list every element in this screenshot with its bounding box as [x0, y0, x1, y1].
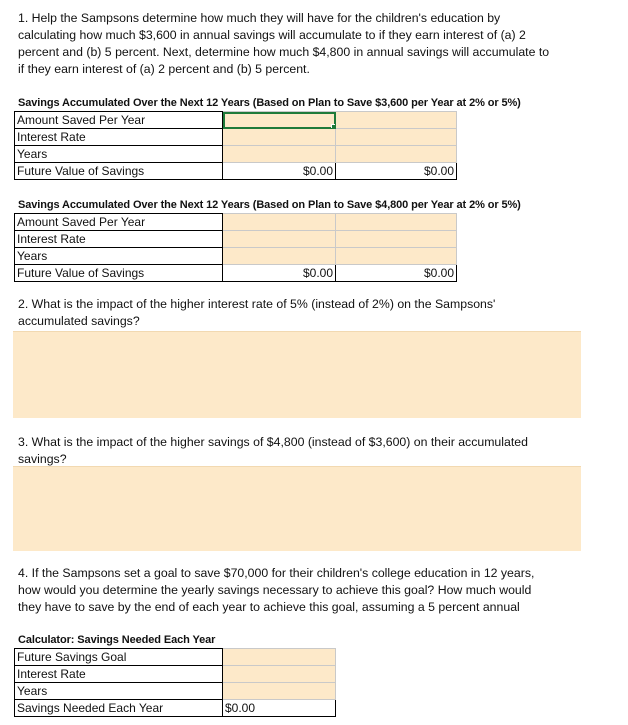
table-row [15, 683, 336, 700]
row-label-rate: Interest Rate [15, 129, 223, 146]
table-row [15, 163, 457, 180]
table-row [15, 666, 336, 683]
years-input-b[interactable] [336, 248, 457, 265]
years-input-b[interactable] [336, 146, 457, 163]
question-4-line: how would you determine the yearly savings necessary to achieve this goal? How much would [18, 583, 532, 597]
answer-box-q3[interactable] [13, 466, 581, 551]
rate-input-b[interactable] [336, 231, 457, 248]
row-label-goal: Future Savings Goal [15, 649, 223, 666]
question-2-line: 2. What is the impact of the higher interest rate of 5% (instead of 2%) on the Sampsons' [18, 297, 496, 311]
rate-input-a[interactable] [223, 231, 336, 248]
question-3-line: 3. What is the impact of the higher savings of $4,800 (instead of $3,600) on their accumulated [18, 435, 528, 449]
savings-table-4800 [14, 213, 457, 282]
question-4-line: they have to save by the end of each year to achieve this goal, assuming a 5 percent annual [18, 600, 520, 614]
row-label-rate: Interest Rate [15, 666, 223, 683]
rate-input-b[interactable] [336, 129, 457, 146]
savings-table-3600 [14, 111, 457, 180]
table-row [15, 248, 457, 265]
question-1-line: calculating how much $3,600 in annual savings will accumulate to if they earn interest of (a) 2 [18, 28, 526, 42]
question-2-line: accumulated savings? [18, 314, 140, 328]
table-row [15, 112, 457, 129]
row-label-rate: Interest Rate [15, 231, 223, 248]
rate-input-a[interactable] [223, 129, 336, 146]
years-input-a[interactable] [223, 248, 336, 265]
table-row [15, 700, 336, 717]
table-row [15, 214, 457, 231]
answer-box-q2[interactable] [13, 331, 581, 418]
amount-input-b[interactable] [336, 214, 457, 231]
row-label-years: Years [15, 248, 223, 265]
question-3-line: savings? [18, 452, 67, 466]
row-label-amount: Amount Saved Per Year [15, 112, 223, 129]
table1-title: Savings Accumulated Over the Next 12 Years (Based on Plan to Save $3,600 per Year at 2% or 5%) [18, 97, 521, 109]
fv-value-b[interactable]: $0.00 [336, 163, 457, 180]
question-1-line: percent and (b) 5 percent. Next, determine how much $4,800 in annual savings will accumulate to [18, 45, 550, 59]
fv-value-a[interactable]: $0.00 [223, 265, 336, 282]
question-2 [18, 296, 618, 330]
table-row [15, 649, 336, 666]
savings-needed-value[interactable]: $0.00 [223, 700, 336, 717]
row-label-fv: Future Value of Savings [15, 163, 223, 180]
fv-value-b[interactable]: $0.00 [336, 265, 457, 282]
years-input-a[interactable] [223, 146, 336, 163]
row-label-years: Years [15, 683, 223, 700]
amount-input-a[interactable] [223, 214, 336, 231]
table-row [15, 231, 457, 248]
years-input[interactable] [223, 683, 336, 700]
question-1 [18, 10, 618, 78]
amount-input-a[interactable] [223, 112, 336, 129]
row-label-amount: Amount Saved Per Year [15, 214, 223, 231]
table-row [15, 129, 457, 146]
row-label-years: Years [15, 146, 223, 163]
question-1-line: if they earn interest of (a) 2 percent and (b) 5 percent. [18, 62, 310, 76]
calculator-title: Calculator: Savings Needed Each Year [18, 634, 216, 646]
question-1-line: 1. Help the Sampsons determine how much they will have for the children's education by [18, 11, 501, 25]
question-4-line: 4. If the Sampsons set a goal to save $70,000 for their children's college education in 12 years, [18, 566, 535, 580]
row-label-fv: Future Value of Savings [15, 265, 223, 282]
amount-input-b[interactable] [336, 112, 457, 129]
fv-value-a[interactable]: $0.00 [223, 163, 336, 180]
table-row [15, 146, 457, 163]
question-4 [18, 565, 618, 616]
table-row [15, 265, 457, 282]
table2-title: Savings Accumulated Over the Next 12 Years (Based on Plan to Save $4,800 per Year at 2% or 5%) [18, 199, 521, 211]
rate-input[interactable] [223, 666, 336, 683]
goal-input[interactable] [223, 649, 336, 666]
question-3 [18, 434, 618, 468]
fill-handle[interactable] [331, 124, 336, 129]
row-label-needed: Savings Needed Each Year [15, 700, 223, 717]
calculator-table [14, 648, 336, 717]
